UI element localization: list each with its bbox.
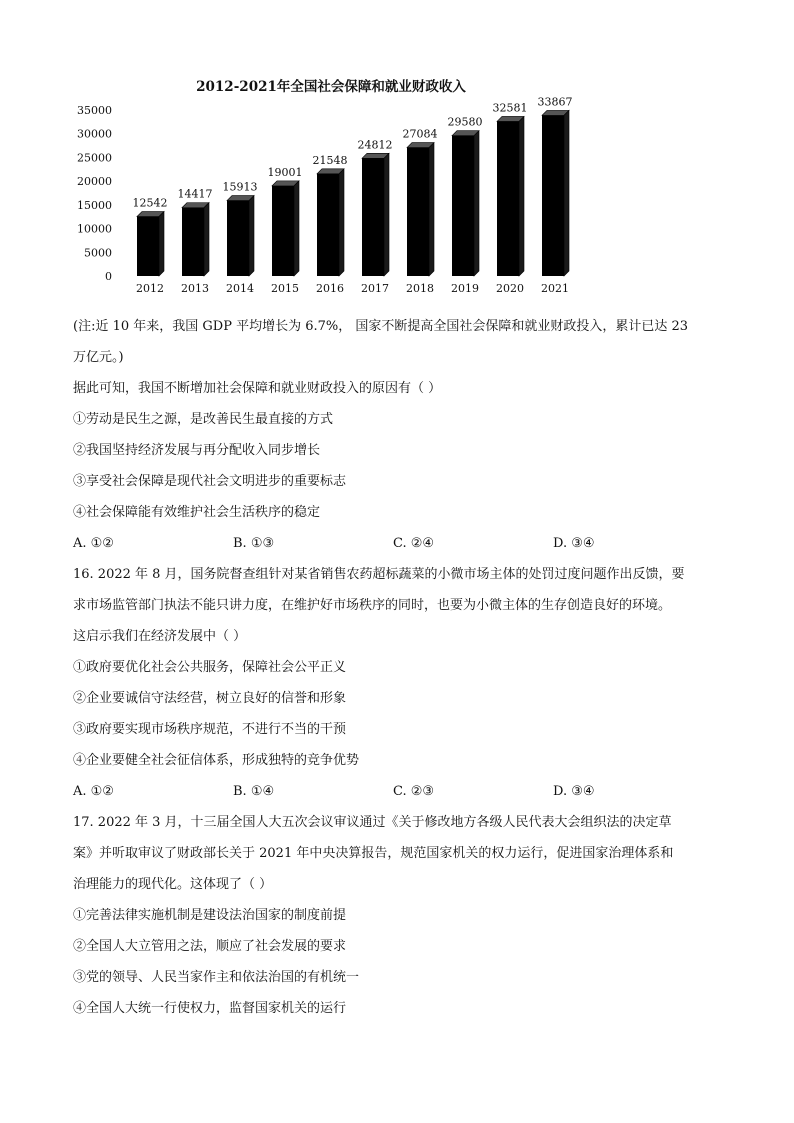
q15-option-a[interactable]: A. ①② [73,536,114,551]
q15-item-2: ②我国坚持经济发展与再分配收入同步增长 [73,443,321,458]
q15-stem: 据此可知，我国不断增加社会保障和就业财政投入的原因有（ ） [73,381,442,396]
question-content [73,311,723,1024]
bar [497,121,519,276]
y-tick-label: 0 [105,270,112,283]
x-tick-label: 2012 [136,282,164,295]
q17-item-4: ④全国人大统一行使权力，监督国家机关的运行 [73,1001,347,1016]
x-tick-label: 2020 [496,282,524,295]
bar [272,186,294,276]
bar-side [249,196,254,276]
bar [137,217,159,276]
bar [542,115,564,276]
q16-option-b[interactable]: B. ①④ [233,784,275,799]
q16-item-3: ③政府要实现市场秩序规范，不进行不当的干预 [73,722,347,737]
q15-option-d[interactable]: D. ③④ [553,536,595,551]
data-label: 27084 [402,127,438,141]
bar [452,136,474,276]
q16-option-d[interactable]: D. ③④ [553,784,595,799]
q16-item-2: ②企业要诚信守法经营，树立良好的信誉和形象 [73,691,347,706]
y-tick-label: 5000 [84,246,112,260]
data-label: 12542 [132,196,168,210]
q15-options [73,528,723,559]
q16-item-4: ④企业要健全社会征信体系，形成独特的竞争优势 [73,753,360,768]
q17-stem-3: 治理能力的现代化。这体现了（ ） [73,877,273,892]
q16-option-a[interactable]: A. ①② [73,784,114,799]
bar [182,208,204,276]
q16-options [73,776,723,807]
x-tick-label: 2017 [361,282,389,295]
data-label: 24812 [357,138,393,152]
bar-side [564,110,569,276]
bar-side [339,169,344,276]
y-tick-label: 25000 [77,151,112,165]
q16-stem-3: 这启示我们在经济发展中（ ） [73,629,247,644]
x-tick-label: 2021 [541,282,569,295]
q16-item-1: ①政府要优化社会公共服务，保障社会公平正义 [73,660,347,675]
bar-side [384,153,389,276]
data-label: 15913 [222,180,258,194]
y-tick-label: 30000 [77,127,112,141]
y-tick-label: 10000 [77,222,112,236]
data-label: 21548 [312,153,348,167]
q16-stem-2: 求市场监管部门执法不能只讲力度，在维护好市场秩序的同时，也要为小微主体的生存创造良好的环境。 [73,598,672,613]
q17-item-2: ②全国人大立管用之法，顺应了社会发展的要求 [73,939,347,954]
data-label: 33867 [537,95,573,109]
q17-stem-1: 17. 2022 年 3 月，十三届全国人大五次会议审议通过《关于修改地方各级人民代表大会组织法的决定草 [73,815,672,830]
y-tick-label: 15000 [77,198,112,212]
chart-title: 2012-2021年全国社会保障和就业财政收入 [196,79,466,95]
bar-side [474,131,479,276]
bar-side [204,203,209,276]
y-tick-label: 35000 [77,104,112,117]
x-tick-label: 2014 [226,282,254,295]
x-tick-label: 2015 [271,282,299,295]
bar-side [519,116,524,276]
bar-chart [70,70,590,305]
q15-option-c[interactable]: C. ②④ [393,536,435,551]
x-tick-label: 2016 [316,282,344,295]
q17-item-1: ①完善法律实施机制是建设法治国家的制度前提 [73,908,347,923]
x-tick-label: 2018 [406,282,434,295]
bar [407,148,429,276]
q15-option-b[interactable]: B. ①③ [233,536,275,551]
bar-side [294,181,299,276]
x-tick-label: 2019 [451,282,479,295]
note-line-2: 万亿元。) [73,350,124,365]
bar [362,158,384,276]
bar-side [159,212,164,276]
q17-stem-2: 案》并听取审议了财政部长关于 2021 年中央决算报告，规范国家机关的权力运行，促进国家治理体系和 [73,846,674,861]
q16-option-c[interactable]: C. ②③ [393,784,435,799]
chart-svg [70,70,590,305]
q17-item-3: ③党的领导、人民当家作主和依法治国的有机统一 [73,970,360,985]
x-tick-label: 2013 [181,282,209,295]
bar [317,174,339,276]
data-label: 14417 [177,187,213,201]
data-label: 29580 [447,115,483,129]
note-line-1: (注:近 10 年来，我国 GDP 平均增长为 6.7%， 国家不断提高全国社会保障和就业财政投入，累计已达 23 [73,319,689,334]
q16-stem-1: 16. 2022 年 8 月，国务院督查组针对某省销售农药超标蔬菜的小微市场主体的处罚过度问题作出反馈，要 [73,567,685,582]
bar [227,201,249,276]
q15-item-3: ③享受社会保障是现代社会文明进步的重要标志 [73,474,347,489]
q15-item-1: ①劳动是民生之源，是改善民生最直接的方式 [73,412,334,427]
data-label: 32581 [492,101,528,115]
data-label: 19001 [267,165,303,179]
q15-item-4: ④社会保障能有效维护社会生活秩序的稳定 [73,505,321,520]
bar-side [429,143,434,276]
y-tick-label: 20000 [77,175,112,189]
